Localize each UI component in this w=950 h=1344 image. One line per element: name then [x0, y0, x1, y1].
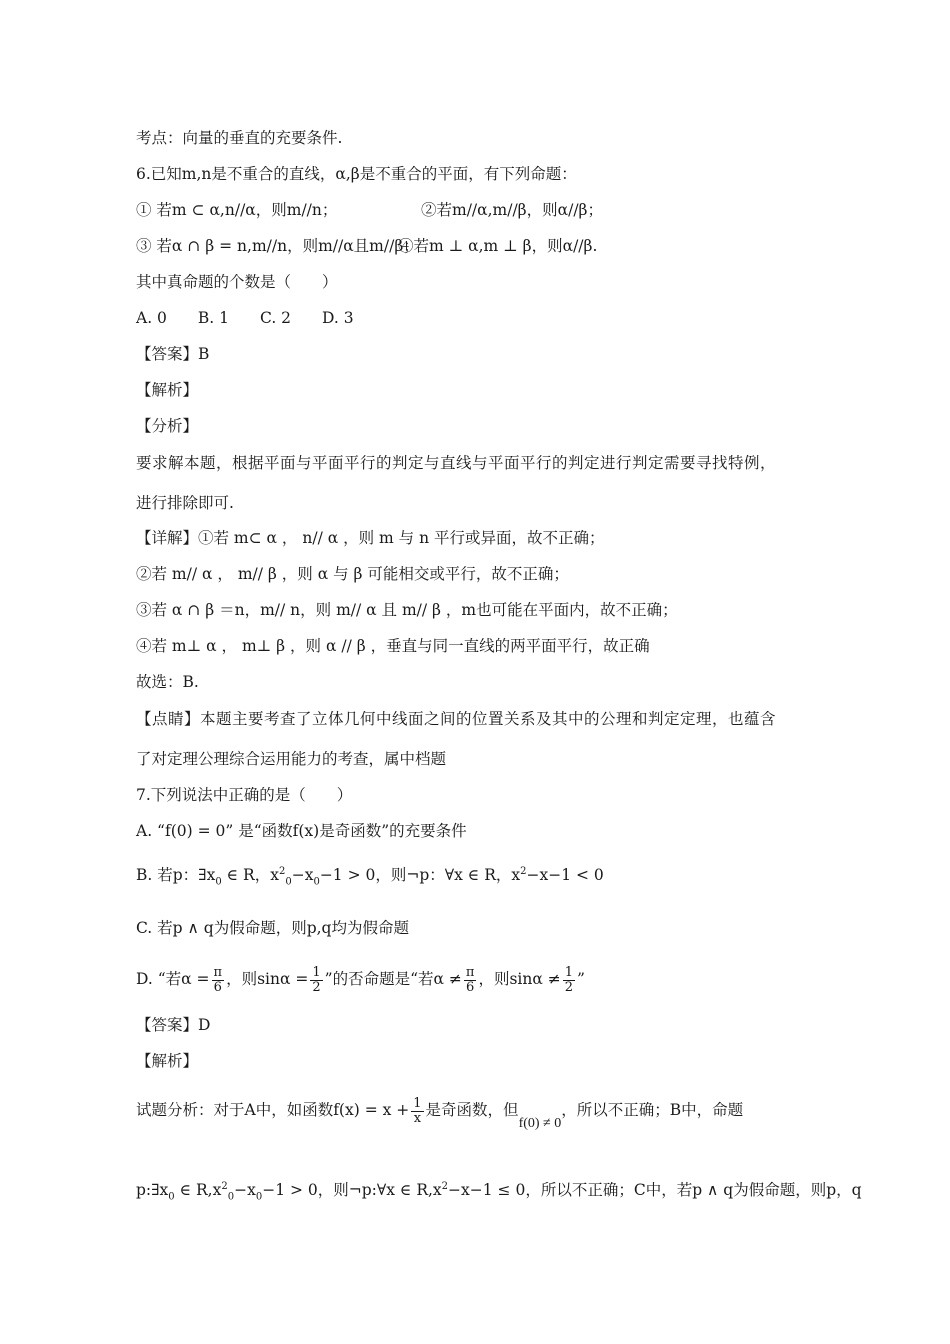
- q7-d-part: ”: [577, 970, 585, 988]
- q7-s1-part: ，所以不正确；B中，命题: [561, 1101, 744, 1119]
- superscript: 2: [278, 866, 286, 877]
- fraction-pi-6: [464, 966, 477, 995]
- q6-jiexi-text: 【解析】: [136, 381, 199, 399]
- q6-fenxi-line-2-text: 进行排除即可.: [136, 494, 234, 512]
- fraction-1-2: [563, 966, 575, 995]
- q7-jiexi-text: 【解析】: [136, 1052, 199, 1070]
- q7-solution-1: [136, 1088, 743, 1134]
- fraction-num: π: [213, 964, 223, 980]
- q7-b-part: B. 若p：∃x: [136, 866, 216, 885]
- q6-prop-3-text: ③ 若α ∩ β = n,m//n，则m//α且m//β；: [136, 237, 419, 255]
- subscript: 0: [168, 1191, 175, 1203]
- q7-s1-part: 是奇函数，但: [425, 1101, 519, 1119]
- q6-detail-3: [136, 600, 678, 620]
- q7-d-part: D. “若α =: [136, 970, 210, 988]
- q7-option-a-text: A. “f(0) = 0” 是“函数f(x)是奇函数”的充要条件: [136, 822, 467, 840]
- q7-s2-part: ，则¬p:∀x ∈ R,x: [317, 1181, 442, 1200]
- q6-dianjing-1-text: 【点睛】本题主要考查了立体几何中线面之间的位置关系及其中的公理和判定定理，也蕴含: [136, 710, 777, 728]
- q6-detail-2: [136, 564, 569, 584]
- q7-option-c: [136, 918, 409, 938]
- q6-select-text: 故选：B.: [136, 673, 199, 691]
- fraction-num: π: [465, 964, 475, 980]
- q7-s2-part: −1 > 0: [262, 1181, 318, 1200]
- q6-fenxi-line-1-text: 要求解本题，根据平面与平面平行的判定与直线与平面平行的判定进行判定需要寻找特例，: [136, 454, 777, 472]
- q6-question: [136, 272, 338, 292]
- q7-option-d: [136, 957, 585, 1001]
- q6-question-text: 其中真命题的个数是（ ）: [136, 273, 338, 291]
- q6-detail-2-text: ②若 m// α ， m// β ，则 α 与 β 可能相交或平行，故不正确；: [136, 565, 569, 583]
- q7-s2-part: −x−1 ≤ 0: [448, 1181, 526, 1200]
- q6-prop-2: [421, 200, 603, 220]
- q6-jiexi: [136, 380, 198, 400]
- fraction-1-x: [411, 1097, 423, 1126]
- q7-s2-part: −x: [234, 1181, 256, 1200]
- q7-s2-part: p:∃x: [136, 1181, 169, 1200]
- q7-option-c-text: C. 若p ∧ q为假命题，则p,q均为假命题: [136, 919, 409, 937]
- q6-options-text: A. 0 B. 1 C. 2 D. 3: [136, 309, 354, 327]
- q7-answer-text: 【答案】D: [136, 1016, 211, 1034]
- q6-answer-text: 【答案】B: [136, 345, 210, 363]
- superscript: 2: [520, 866, 527, 877]
- fraction-den: x: [413, 1110, 422, 1126]
- fraction-den: 6: [466, 979, 475, 995]
- q6-prop-1-text: ① 若m ⊂ α,n//α，则m//n；: [136, 201, 338, 219]
- q7-s2-part: ∈ R,x: [174, 1181, 222, 1200]
- subscript: 0: [255, 1191, 263, 1203]
- q6-answer: [136, 344, 209, 364]
- fraction-den: 2: [564, 979, 573, 995]
- q7-s2-part: ，所以不正确；C中，若p ∧ q为假命题，则p，q: [525, 1181, 862, 1200]
- fraction-num: 1: [312, 964, 321, 980]
- q7-b-part: −x: [291, 866, 314, 885]
- q6-fenxi-text: 【分析】: [136, 417, 199, 435]
- q6-prop-1: [136, 200, 337, 220]
- q6-stem: [136, 164, 577, 184]
- q6-detail-1: [136, 528, 605, 548]
- q7-b-part: ∈ R，x: [221, 866, 279, 885]
- superscript: 2: [441, 1181, 449, 1192]
- q6-stem-text: 6.已知m,n是不重合的直线，α,β是不重合的平面，有下列命题：: [136, 165, 577, 183]
- q6-fenxi-line-1: [136, 453, 776, 473]
- fraction-1-2: [310, 966, 322, 995]
- subscript: 0: [215, 876, 222, 888]
- q7-stem-text: 7.下列说法中正确的是（ ）: [136, 786, 353, 804]
- q7-d-part: ，则sinα ≠: [478, 970, 561, 988]
- q6-dianjing-2-text: 了对定理公理综合运用能力的考查，属中档题: [136, 750, 447, 768]
- q6-dianjing-2: [136, 749, 446, 769]
- subscript: 0: [227, 1191, 235, 1203]
- q6-prop-2-text: ②若m//α,m//β，则α//β；: [421, 201, 604, 219]
- q7-option-a: [136, 821, 467, 841]
- q6-options: [136, 308, 354, 328]
- subscript: 0: [313, 876, 320, 888]
- q7-s1-math: f(0) ≠ 0: [518, 1116, 562, 1131]
- q7-s1-part: 试题分析：对于A中，如函数f(x) = x +: [136, 1101, 410, 1119]
- q7-b-part: −x−1 < 0: [526, 866, 604, 885]
- fraction-num: 1: [413, 1095, 422, 1111]
- fraction-pi-6: [212, 966, 225, 995]
- kaodian-text: 考点：向量的垂直的充要条件.: [136, 129, 343, 147]
- q7-d-part: ”的否命题是“若α ≠: [324, 970, 462, 988]
- fraction-num: 1: [564, 964, 573, 980]
- q7-option-b: [136, 862, 604, 892]
- fraction-den: 6: [213, 979, 222, 995]
- q6-detail-1-text: 【详解】①若 m⊂ α ， n// α ，则 m 与 n 平行或异面，故不正确；: [136, 529, 605, 547]
- q7-b-part: −1 > 0，则¬p：∀x ∈ R，x: [319, 866, 521, 885]
- q6-prop-4: [398, 236, 597, 256]
- q7-stem: [136, 785, 352, 805]
- q6-fenxi-line-2: [136, 493, 234, 513]
- q7-d-part: ，则sinα =: [226, 970, 309, 988]
- q7-solution-2: [136, 1177, 862, 1207]
- q6-dianjing-1: [136, 709, 776, 729]
- q6-select: [136, 672, 199, 692]
- subscript: 0: [285, 876, 292, 888]
- kaodian-line: [136, 128, 342, 148]
- q7-jiexi: [136, 1051, 198, 1071]
- fraction-den: 2: [312, 979, 321, 995]
- q6-detail-4-text: ④若 m⊥ α ， m⊥ β ，则 α // β ，垂直与同一直线的两平面平行，故正确: [136, 637, 650, 655]
- q6-fenxi: [136, 416, 198, 436]
- superscript: 2: [221, 1181, 228, 1192]
- q6-detail-3-text: ③若 α ∩ β ＝n，m// n，则 m// α 且 m// β ，m也可能在平面内，故不正确；: [136, 601, 678, 619]
- q6-detail-4: [136, 636, 650, 656]
- q6-prop-3: [136, 236, 419, 256]
- q6-prop-4-text: ④若m ⊥ α,m ⊥ β，则α//β.: [398, 237, 598, 255]
- q7-answer: [136, 1015, 210, 1035]
